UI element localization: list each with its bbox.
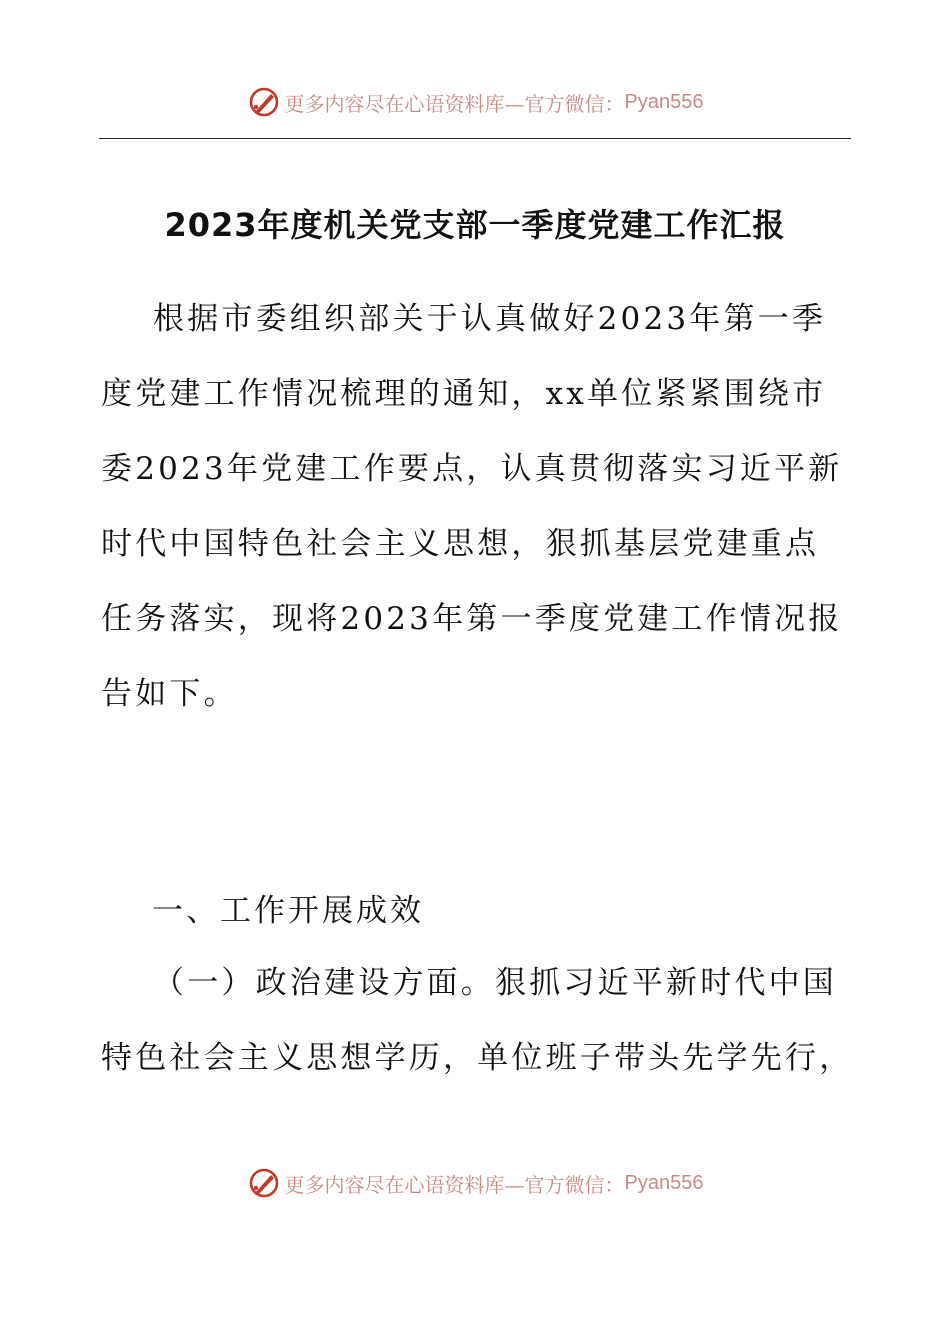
pen-circle-logo-icon	[247, 1166, 281, 1200]
intro-line: 根据市委组织部关于认真做好2023年第一季	[153, 301, 827, 337]
section-line: （一）政治建设方面。狠抓习近平新时代中国	[153, 965, 837, 1001]
intro-line: 度党建工作情况梳理的通知，xx单位紧紧围绕市	[101, 376, 827, 412]
header-banner-text: 更多内容尽在心语资料库—官方微信：	[284, 91, 625, 116]
intro-paragraph	[101, 282, 853, 732]
footer-banner-text: 更多内容尽在心语资料库—官方微信：	[284, 1172, 625, 1197]
intro-line: 告如下。	[101, 676, 238, 712]
pen-circle-logo-icon	[247, 85, 281, 119]
header-divider	[99, 138, 851, 139]
footer-banner	[0, 1163, 950, 1203]
section-line: 特色社会主义思想学历，单位班子带头先学先行，	[101, 1040, 854, 1076]
section-heading: 一、工作开展成效	[152, 893, 424, 929]
section-paragraph	[101, 946, 853, 1096]
footer-banner-id: Pyan556	[624, 1171, 704, 1194]
document-title: 2023年度机关党支部一季度党建工作汇报	[164, 206, 786, 244]
intro-line: 任务落实，现将2023年第一季度党建工作情况报	[101, 601, 843, 637]
intro-line: 时代中国特色社会主义思想，狠抓基层党建重点	[101, 526, 820, 562]
intro-line: 委2023年党建工作要点，认真贯彻落实习近平新	[101, 451, 843, 487]
header-banner-id: Pyan556	[624, 90, 704, 113]
header-banner	[0, 82, 950, 122]
